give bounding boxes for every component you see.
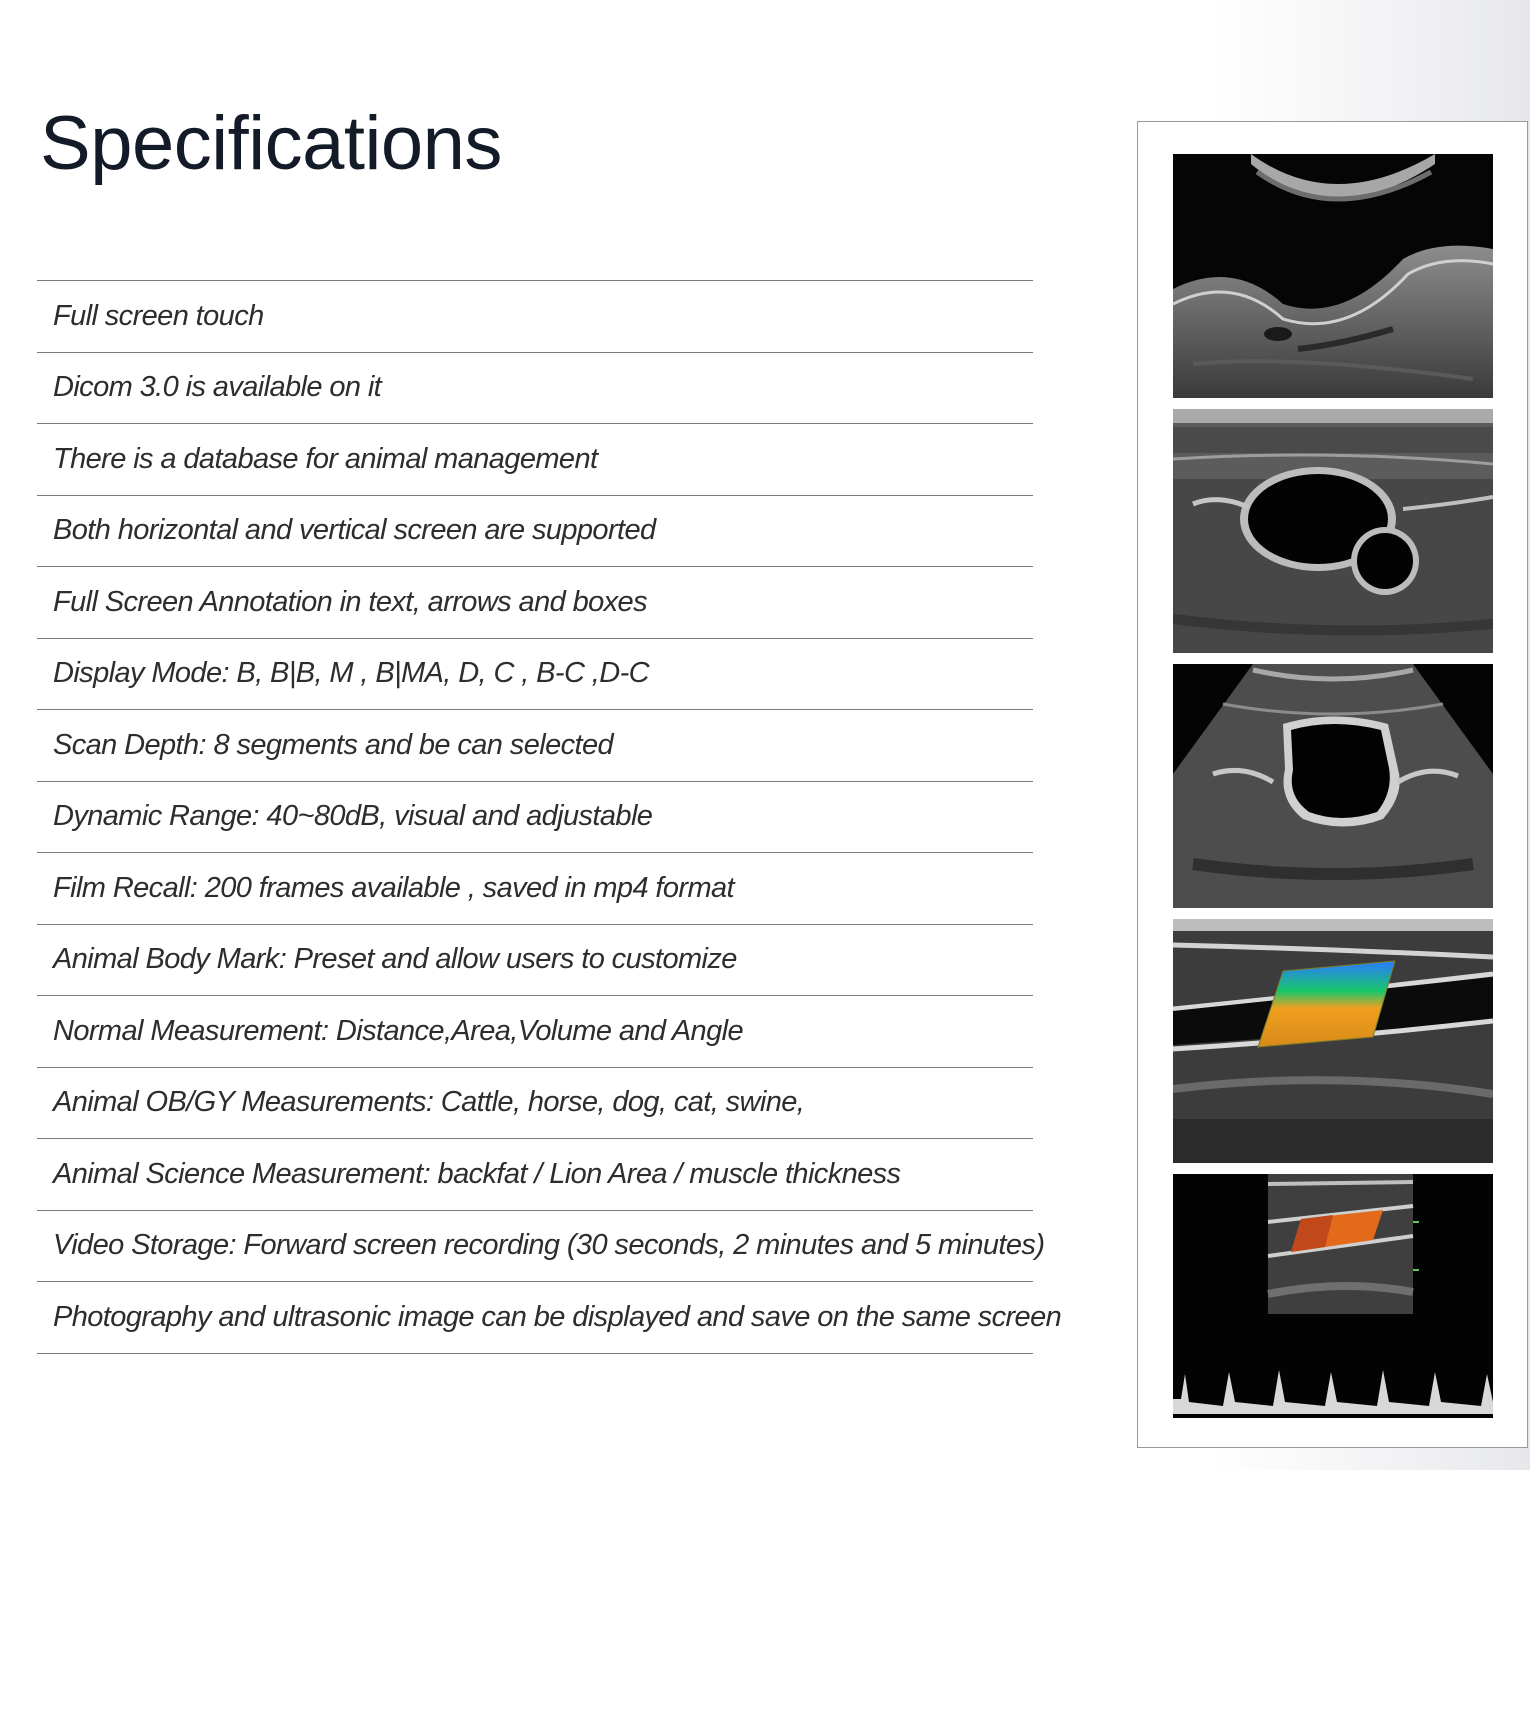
ultrasound-scan-image [1173, 919, 1493, 1163]
spec-row [37, 567, 1033, 639]
spec-row [37, 782, 1033, 854]
spec-row [37, 424, 1033, 496]
spec-text: There is a database for animal management [53, 442, 598, 475]
spec-row [37, 639, 1033, 711]
spec-text: Normal Measurement: Distance,Area,Volume and Angle [53, 1014, 743, 1047]
spec-text: Animal Science Measurement: backfat / Lion Area / muscle thickness [53, 1157, 901, 1190]
ultrasound-scan-graphic [1173, 409, 1493, 653]
spec-row [37, 925, 1033, 997]
spec-row [37, 496, 1033, 568]
ultrasound-scan-graphic [1173, 919, 1493, 1163]
spec-list [37, 280, 1062, 1354]
ultrasound-scan-image [1173, 409, 1493, 653]
ultrasound-image-panel [1137, 121, 1528, 1448]
spec-row [37, 353, 1033, 425]
spec-text: Animal OB/GY Measurements: Cattle, horse, dog, cat, swine, [53, 1086, 805, 1119]
spec-text: Full Screen Annotation in text, arrows and boxes [53, 585, 647, 618]
spec-text: Photography and ultrasonic image can be displayed and save on the same screen [53, 1300, 1062, 1333]
spec-text: Video Storage: Forward screen recording (30 seconds, 2 minutes and 5 minutes) [53, 1229, 1045, 1262]
spec-row [37, 1068, 1033, 1140]
spec-text: Both horizontal and vertical screen are supported [53, 514, 656, 547]
spec-row [37, 853, 1033, 925]
ultrasound-scan-graphic [1173, 154, 1493, 398]
spec-text: Animal Body Mark: Preset and allow users to customize [53, 943, 737, 976]
ultrasound-scan-image [1173, 664, 1493, 908]
ultrasound-scan-image [1173, 1174, 1493, 1418]
spec-row [37, 1139, 1033, 1211]
spec-text: Display Mode: B, B|B, M , B|MA, D, C , B-C ,D-C [53, 657, 649, 690]
spec-text: Scan Depth: 8 segments and be can selected [53, 728, 614, 761]
ultrasound-scan-graphic [1173, 1174, 1493, 1418]
ultrasound-scan-image [1173, 154, 1493, 398]
page-title: Specifications [40, 101, 502, 186]
spec-text: Dicom 3.0 is available on it [53, 371, 382, 404]
spec-row [37, 1282, 1062, 1354]
spec-row [37, 281, 1033, 353]
ultrasound-scan-graphic [1173, 664, 1493, 908]
spec-row [37, 996, 1033, 1068]
spec-text: Full screen touch [53, 299, 264, 332]
spec-row [37, 710, 1033, 782]
spec-row [37, 1211, 1045, 1283]
spec-text: Dynamic Range: 40~80dB, visual and adjustable [53, 800, 653, 833]
spec-text: Film Recall: 200 frames available , saved in mp4 format [53, 871, 735, 904]
